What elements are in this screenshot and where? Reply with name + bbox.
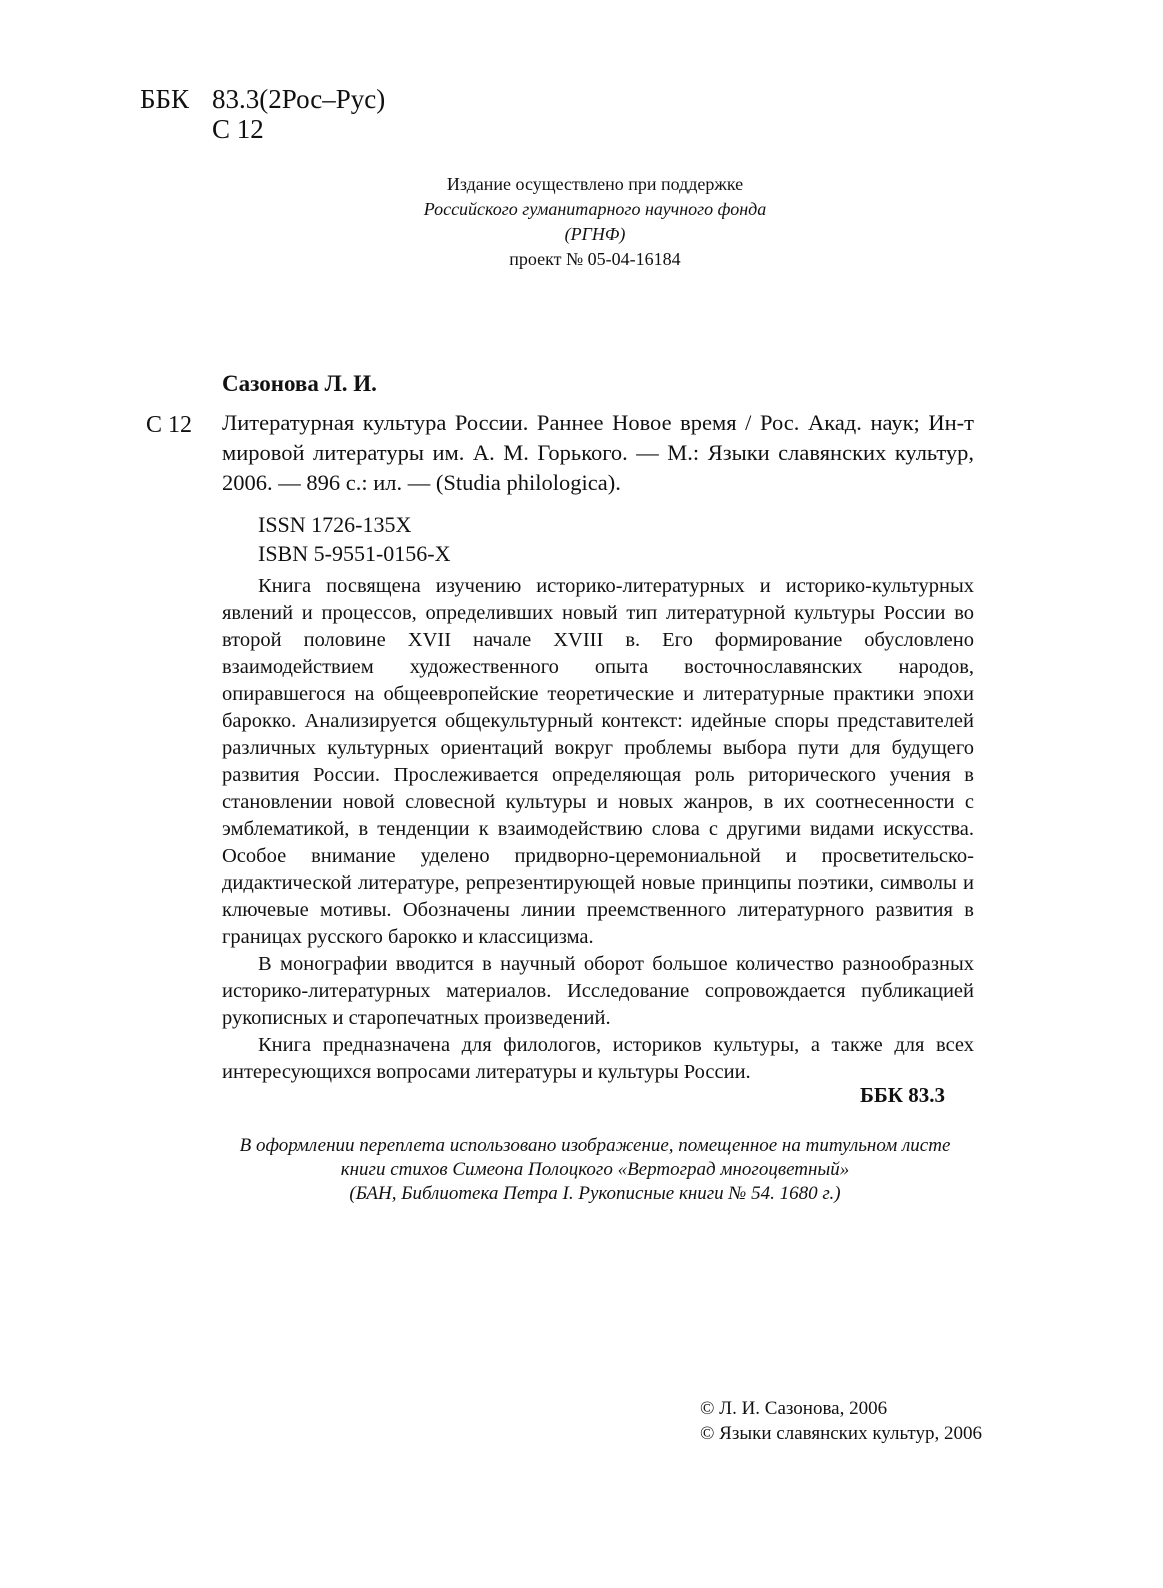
catalog-description-text: Литературная культура России. Раннее Новое время / Рос. Акад. наук; Ин-т мировой литературы им. А. М. Горького. — М.: Языки славянских культур, 2006. — 896 с.: ил. — (Studia philologica). (222, 410, 974, 495)
copyright-author: © Л. И. Сазонова, 2006 (700, 1398, 888, 1419)
annotation (222, 573, 974, 1086)
author-mark: С 12 (212, 114, 264, 144)
grant-project: проект № 05-04-16184 (509, 249, 681, 269)
grant-abbrev: (РГНФ) (564, 224, 626, 244)
annotation-paragraph: Книга посвящена изучению историко-литературных и историко-культурных явлений и процессов, определивших новый тип литературной культуры России во второй половине XVII начале XVIII в. Его формирование обусловлено взаимодействием художественного опыта восточнославянских народов, опиравшегося на общеевропейские теоретические и литературные практики эпохи барокко. Анализируется общекультурный контекст: идейные споры представителей различных культурных ориентаций вокруг проблемы выбора пути для будущего развития России. Прослеживается определяющая роль риторического учения в становлении новой словесной культуры и новых жанров, в их соотнесенности с эмблематикой, в тенденции к взаимодействию слова с другими видами искусства. Особое внимание уделено придворно-церемониальной и просветительско-дидактической литературе, репрезентирующей новые принципы поэтики, символы и ключевые мотивы. Обозначены линии преемственного литературного развития в границах русского барокко и классицизма. (222, 575, 974, 948)
annotation-paragraph: В монографии вводится в научный оборот большое количество разнообразных историко-литературных материалов. Исследование сопровождается публикацией рукописных и старопечатных произведений. (222, 953, 974, 1029)
copyright (700, 1396, 982, 1446)
cover-note-line: книги стихов Симеона Полоцкого «Вертоград многоцветный» (340, 1159, 850, 1180)
cover-note (200, 1134, 990, 1206)
identifiers (258, 510, 451, 568)
grant-line-1: Издание осуществлено при поддержке (446, 174, 744, 194)
cover-note-line: В оформлении переплета использовано изображение, помещенное на титульном листе (239, 1135, 951, 1156)
annotation-paragraph: Книга предназначена для филологов, историков культуры, а также для всех интересующихся вопросами литературы и культуры России. (222, 1034, 974, 1083)
isbn: ISBN 5-9551-0156-X (258, 541, 451, 566)
bbk-code: 83.3(2Рос–Рус) (212, 84, 386, 114)
bbk-label: ББК (140, 84, 190, 114)
catalog-description (222, 408, 974, 498)
grant-block (380, 172, 810, 272)
cover-note-line: (БАН, Библиотека Петра I. Рукописные книги № 54. 1680 г.) (349, 1183, 841, 1204)
author-heading: Сазонова Л. И. (222, 371, 377, 396)
copyright-publisher: © Языки славянских культур, 2006 (700, 1423, 982, 1444)
bbk-short: ББК 83.3 (860, 1083, 945, 1107)
grant-foundation: Российского гуманитарного научного фонда (423, 199, 767, 219)
issn: ISSN 1726-135X (258, 512, 412, 537)
catalog-mark: С 12 (146, 412, 193, 438)
